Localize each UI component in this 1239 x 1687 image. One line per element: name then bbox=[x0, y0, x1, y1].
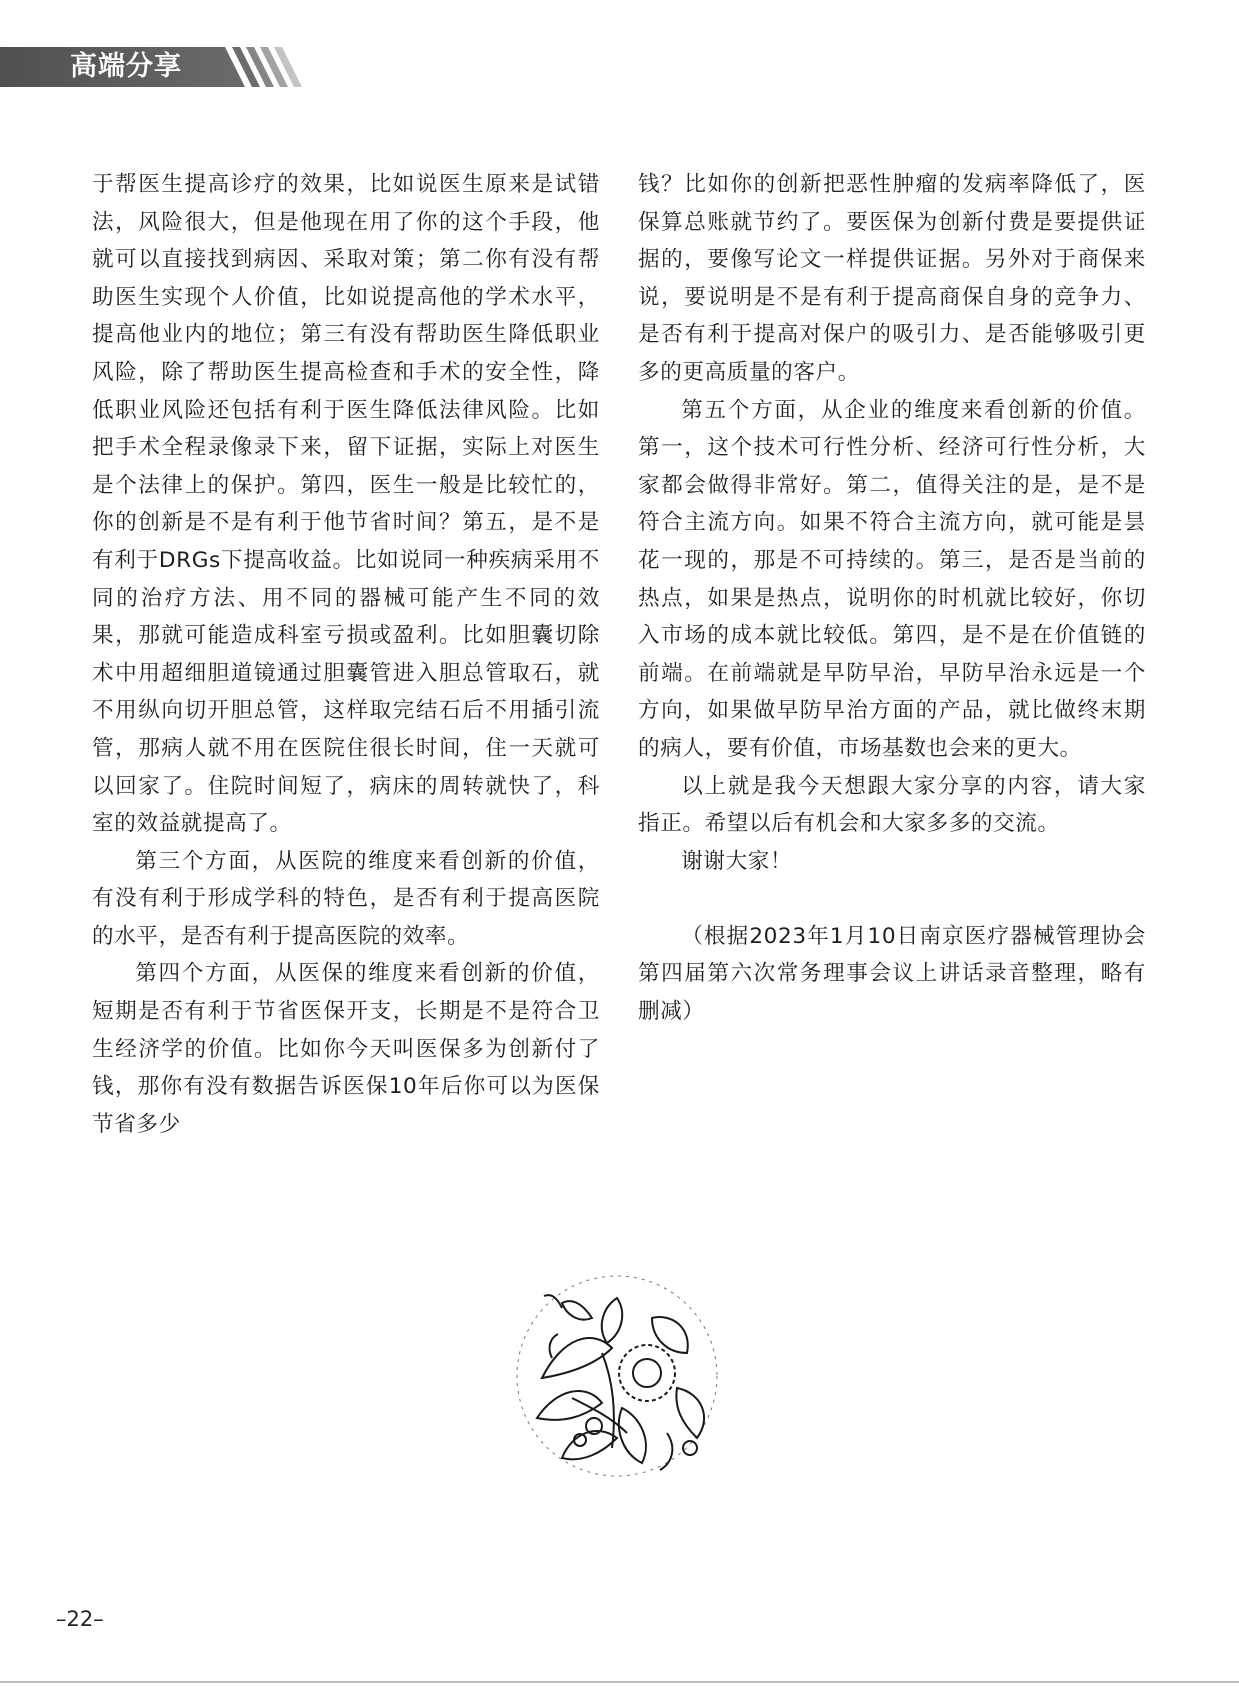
bottom-rule bbox=[0, 1681, 1239, 1683]
closing-thanks: 谢谢大家！ bbox=[681, 848, 793, 874]
floral-ornament-icon bbox=[502, 1258, 732, 1488]
section-title: 高端分享 bbox=[70, 51, 182, 82]
source-note: （根据2023年1月10日南京医疗器械管理协会第四届第六次常务理事会议上讲话录音整理，略有删减） bbox=[638, 923, 1146, 1025]
paragraph: 第三个方面，从医院的维度来看创新的价值，有没有利于形成学科的特色，是否有利于提高医院的水平，是否有利于提高医院的效率。 bbox=[92, 848, 600, 949]
paragraph: 于帮医生提高诊疗的效果，比如说医生原来是试错法，风险很大，但是他现在用了你的这个手段，他就可以直接找到病因、采取对策；第二你有没有帮助医生实现个人价值，比如说提高他的学术水平，提高他业内的地位；第三有没有帮助医生降低职业风险，除了帮助医生提高检查和手术的安全性，降低职业风险还包括有利于医生降低法律风险。比如把手术全程录像录下来，留下证据，实际上对医生是个法律上的保护。第四，医生一般是比较忙的，你的创新是不是有利于他节省时间？第五，是不是有利于DRGs下提高收益。比如说同一种疾病采用不同的治疗方法、用不同的器械可能产生不同的效果，那就可能造成科室亏损或盈利。比如胆囊切除术中用超细胆道镜通过胆囊管进入胆总管取石，就不用纵向切开胆总管，这样取完结石后不用插引流管，那病人就不用在医院住很长时间，住一天就可以回家了。住院时间短了，病床的周转就快了，科室的效益就提高了。 bbox=[92, 172, 600, 837]
paragraph: 以上就是我今天想跟大家分享的内容，请大家指正。希望以后有机会和大家多多的交流。 bbox=[638, 773, 1146, 837]
page-number: –22– bbox=[56, 1607, 104, 1631]
left-text-column bbox=[92, 166, 600, 1143]
right-text-column bbox=[638, 166, 1146, 1031]
paragraph: 钱？比如你的创新把恶性肿瘤的发病率降低了，医保算总账就节约了。要医保为创新付费是要提供证据的，要像写论文一样提供证据。另外对于商保来说，要说明是不是有利于提高商保自身的竞争力、是否有利于提高对保户的吸引力、是否能够吸引更多的更高质量的客户。 bbox=[638, 172, 1146, 385]
paragraph: 第四个方面，从医保的维度来看创新的价值，短期是否有利于节省医保开支，长期是不是符合卫生经济学的价值。比如你今天叫医保多为创新付了钱，那你有没有数据告诉医保10年后你可以为医保节省多少 bbox=[92, 961, 600, 1137]
paragraph: 第五个方面，从企业的维度来看创新的价值。第一，这个技术可行性分析、经济可行性分析，大家都会做得非常好。第二，值得关注的是，是不是符合主流方向。如果不符合主流方向，就可能是昙花一现的，那是不可持续的。第三，是否是当前的热点，如果是热点，说明你的时机就比较好，你切入市场的成本就比较低。第四，是不是在价值链的前端。在前端就是早防早治，早防早治永远是一个方向，如果做早防早治方面的产品，就比做终末期的病人，要有价值，市场基数也会来的更大。 bbox=[638, 397, 1146, 761]
